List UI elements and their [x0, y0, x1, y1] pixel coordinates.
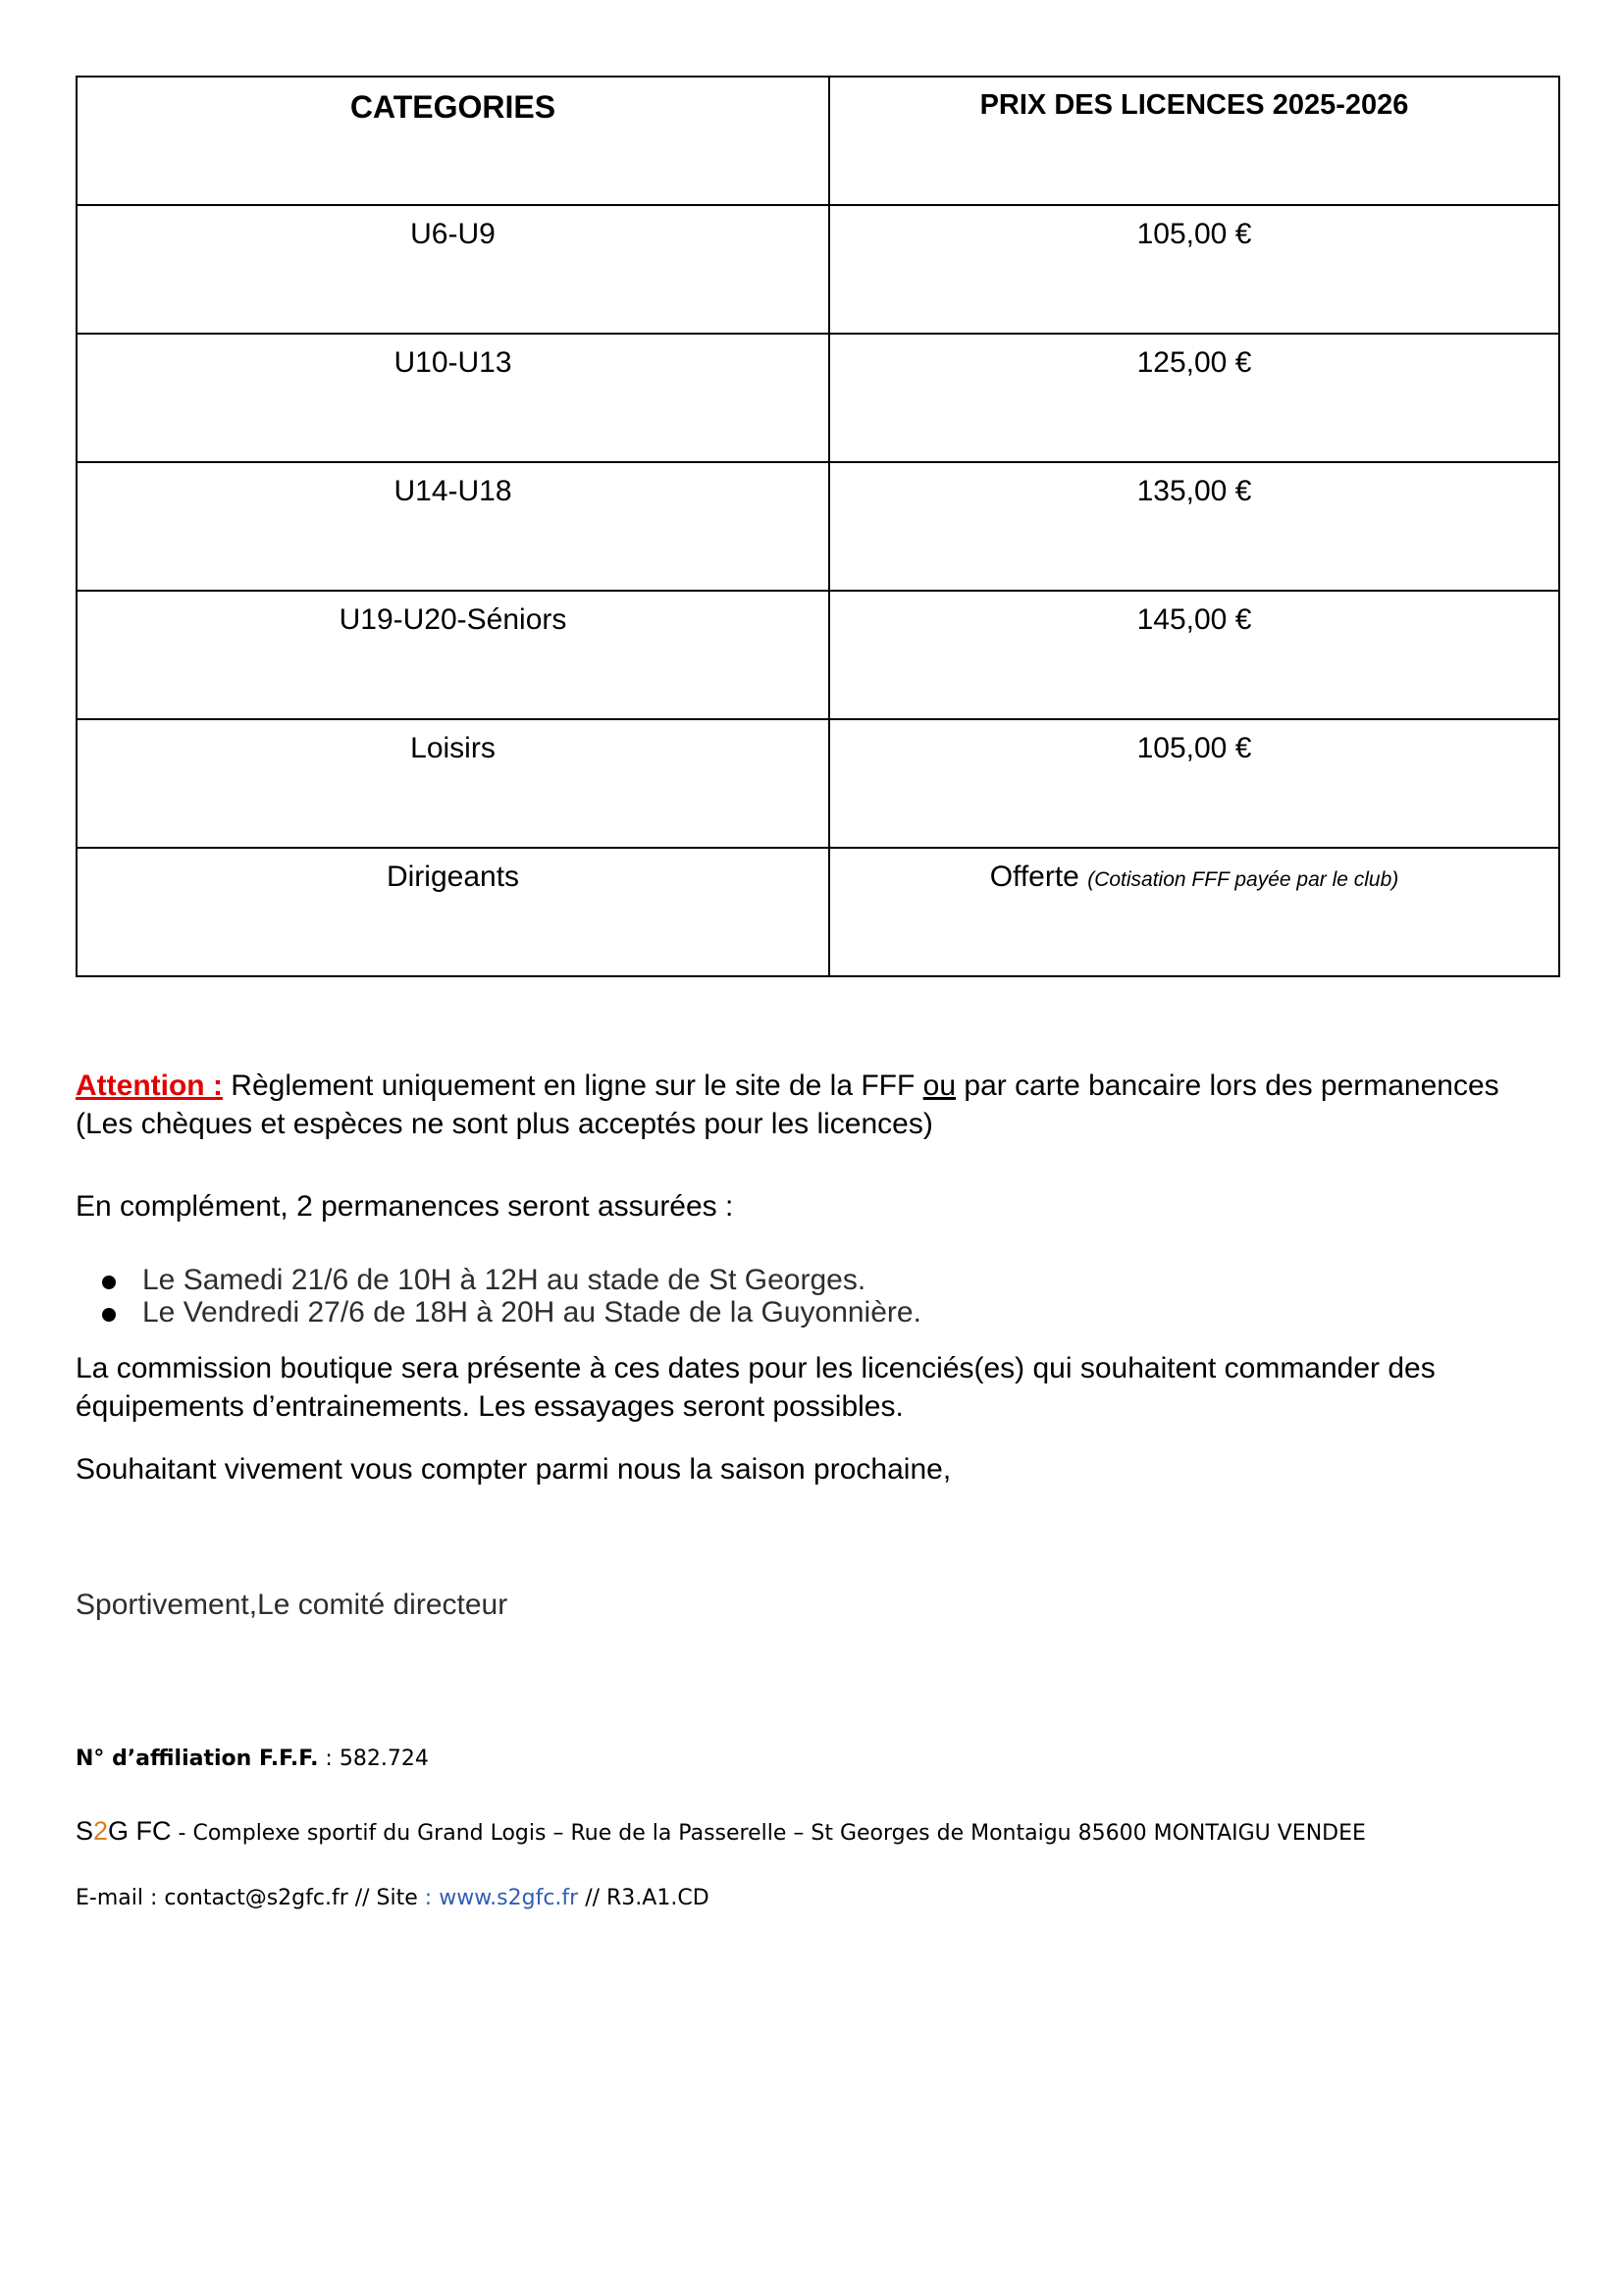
price-cell [829, 848, 1559, 976]
attention-text: Règlement uniquement en ligne sur le site de la FFF [222, 1069, 923, 1102]
boutique-paragraph [76, 1349, 1567, 1426]
category-cell: U19-U20-Séniors [77, 591, 829, 719]
table-row [77, 462, 1559, 591]
club-address: - Complexe sportif du Grand Logis – Rue de la Passerelle – St Georges de Montaigu 85600 MONTAIGU VENDEE [171, 1821, 1366, 1846]
table-header-row [77, 77, 1559, 205]
club-name: S2G FC [76, 1816, 172, 1846]
attention-line2: (Les chèques et espèces ne sont plus acceptés pour les licences) [76, 1108, 933, 1140]
boutique-line2: équipements d’entrainements. Les essayages seront possibles. [76, 1390, 904, 1423]
license-price-table [76, 76, 1560, 977]
contact-line [76, 1886, 709, 1910]
complement-text: En complément, 2 permanences seront assurées : [76, 1190, 734, 1223]
price-cell: 105,00 € [829, 719, 1559, 848]
attention-paragraph [76, 1067, 1567, 1143]
category-cell: U10-U13 [77, 334, 829, 462]
category-cell: Dirigeants [77, 848, 829, 976]
closing-text: Souhaitant vivement vous compter parmi nous la saison prochaine, [76, 1453, 952, 1486]
affiliation-value: : 582.724 [318, 1747, 429, 1771]
price-value: Offerte [989, 861, 1079, 893]
reference-code: // R3.A1.CD [578, 1886, 709, 1910]
table-row [77, 719, 1559, 848]
signature-text: Sportivement,Le comité directeur [76, 1589, 508, 1621]
list-item: Le Vendredi 27/6 de 18H à 20H au Stade de la Guyonnière. [98, 1296, 921, 1329]
attention-text-end: par carte bancaire lors des permanences [956, 1069, 1499, 1102]
header-prices: PRIX DES LICENCES 2025-2026 [829, 77, 1559, 205]
table-row [77, 848, 1559, 976]
permanences-list [98, 1264, 921, 1329]
address-line [76, 1816, 1366, 1847]
attention-underlined: ou [922, 1069, 957, 1102]
email-text: E-mail : contact@s2gfc.fr // Site [76, 1886, 425, 1910]
bullet-icon [102, 1276, 116, 1289]
affiliation-line [76, 1747, 429, 1771]
bullet-icon [102, 1308, 116, 1322]
price-cell: 145,00 € [829, 591, 1559, 719]
price-cell: 105,00 € [829, 205, 1559, 334]
site-link[interactable]: : www.s2gfc.fr [424, 1886, 579, 1910]
price-cell: 125,00 € [829, 334, 1559, 462]
table-row [77, 205, 1559, 334]
affiliation-label: N° d’affiliation F.F.F. [76, 1747, 319, 1771]
boutique-line1: La commission boutique sera présente à ces dates pour les licenciés(es) qui souhaitent commander des [76, 1352, 1436, 1384]
category-cell: U14-U18 [77, 462, 829, 591]
table-row [77, 334, 1559, 462]
price-note: (Cotisation FFF payée par le club) [1087, 868, 1399, 891]
category-cell: Loisirs [77, 719, 829, 848]
list-item: Le Samedi 21/6 de 10H à 12H au stade de St Georges. [98, 1264, 921, 1296]
category-cell: U6-U9 [77, 205, 829, 334]
attention-label: Attention : [76, 1069, 223, 1102]
price-cell: 135,00 € [829, 462, 1559, 591]
header-categories: CATEGORIES [77, 77, 829, 205]
table-row [77, 591, 1559, 719]
